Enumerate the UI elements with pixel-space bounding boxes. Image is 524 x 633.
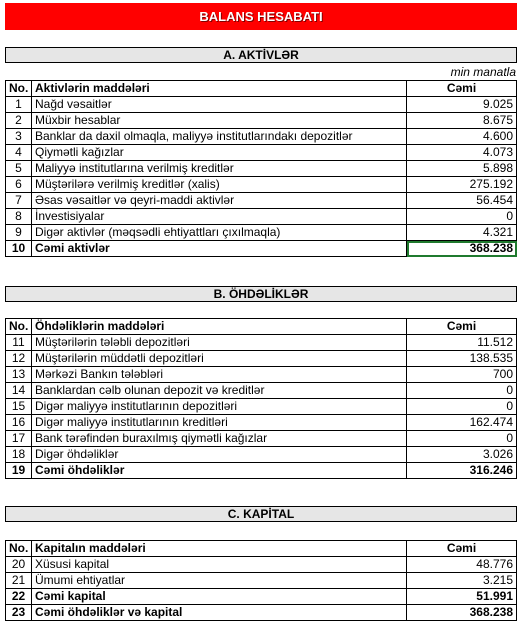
row-number: 3 — [6, 129, 32, 145]
assets-table — [5, 80, 517, 257]
table-row — [6, 97, 517, 113]
liabilities-table — [5, 318, 517, 479]
row-value: 11.512 — [407, 335, 517, 351]
table-row — [6, 399, 517, 415]
total-row — [6, 241, 517, 257]
liabilities-section-heading: B. ÖHDƏLİKLƏR — [5, 286, 517, 302]
row-number: 21 — [6, 573, 32, 589]
row-label: Xüsusi kapital — [32, 557, 407, 573]
header-item: Kapitalın maddələri — [32, 541, 407, 557]
table-row — [6, 225, 517, 241]
row-value: 138.535 — [407, 351, 517, 367]
row-label: Müştərilərin tələbli depozitləri — [32, 335, 407, 351]
row-value: 368.238 — [407, 241, 517, 257]
row-value: 8.675 — [407, 113, 517, 129]
row-value: 4.321 — [407, 225, 517, 241]
row-number: 23 — [6, 605, 32, 621]
row-value: 700 — [407, 367, 517, 383]
row-number: 7 — [6, 193, 32, 209]
row-label: Cəmi öhdəliklər və kapital — [32, 605, 407, 621]
header-no: No. — [6, 81, 32, 97]
row-number: 22 — [6, 589, 32, 605]
row-value: 0 — [407, 431, 517, 447]
row-number: 2 — [6, 113, 32, 129]
row-value: 275.192 — [407, 177, 517, 193]
row-number: 20 — [6, 557, 32, 573]
row-value: 56.454 — [407, 193, 517, 209]
table-row — [6, 113, 517, 129]
table-header-row — [6, 81, 517, 97]
row-label: İnvestisiyalar — [32, 209, 407, 225]
liabilities-table-body — [6, 319, 517, 479]
row-label: Digər maliyyə institutlarının kreditləri — [32, 415, 407, 431]
row-number: 15 — [6, 399, 32, 415]
row-label: Digər maliyyə institutlarının depozitləri — [32, 399, 407, 415]
row-number: 8 — [6, 209, 32, 225]
row-number: 4 — [6, 145, 32, 161]
row-label: Müştərilərin müddətli depozitləri — [32, 351, 407, 367]
row-label: Maliyyə institutlarına verilmiş kreditlər — [32, 161, 407, 177]
row-number: 12 — [6, 351, 32, 367]
row-value: 0 — [407, 399, 517, 415]
table-row — [6, 351, 517, 367]
row-number: 13 — [6, 367, 32, 383]
row-value: 316.246 — [407, 463, 517, 479]
capital-section-heading: C. KAPİTAL — [5, 506, 517, 522]
row-number: 16 — [6, 415, 32, 431]
row-number: 9 — [6, 225, 32, 241]
table-row — [6, 431, 517, 447]
unit-note: min manatla — [450, 65, 516, 79]
row-label: Müştərilərə verilmiş kreditlər (xalis) — [32, 177, 407, 193]
row-value: 3.026 — [407, 447, 517, 463]
row-label: Bank tərəfindən buraxılmış qiymətli kağızlar — [32, 431, 407, 447]
row-label: Nağd vəsaitlər — [32, 97, 407, 113]
row-number: 14 — [6, 383, 32, 399]
table-header-row — [6, 319, 517, 335]
row-label: Cəmi aktivlər — [32, 241, 407, 257]
table-row — [6, 209, 517, 225]
row-number: 18 — [6, 447, 32, 463]
header-no: No. — [6, 541, 32, 557]
header-value: Cəmi — [407, 319, 517, 335]
row-number: 11 — [6, 335, 32, 351]
table-row — [6, 193, 517, 209]
row-value: 0 — [407, 383, 517, 399]
row-label: Mərkəzi Bankın tələbləri — [32, 367, 407, 383]
assets-section-heading: A. AKTİVLƏR — [5, 47, 517, 63]
row-number: 10 — [6, 241, 32, 257]
row-label: Əsas vəsaitlər və qeyri-maddi aktivlər — [32, 193, 407, 209]
row-value: 368.238 — [407, 605, 517, 621]
table-row — [6, 415, 517, 431]
row-number: 5 — [6, 161, 32, 177]
table-row — [6, 367, 517, 383]
row-label: Cəmi kapital — [32, 589, 407, 605]
row-label: Banklardan cəlb olunan depozit və kreditlər — [32, 383, 407, 399]
row-value: 0 — [407, 209, 517, 225]
header-value: Cəmi — [407, 541, 517, 557]
row-label: Cəmi öhdəliklər — [32, 463, 407, 479]
capital-table — [5, 540, 517, 621]
row-value: 5.898 — [407, 161, 517, 177]
row-number: 17 — [6, 431, 32, 447]
total-row — [6, 463, 517, 479]
row-label: Digər öhdəliklər — [32, 447, 407, 463]
table-row — [6, 177, 517, 193]
row-label: Ümumi ehtiyatlar — [32, 573, 407, 589]
row-label: Müxbir hesablar — [32, 113, 407, 129]
report-title: BALANS HESABATI — [5, 3, 517, 30]
header-item: Aktivlərin maddələri — [32, 81, 407, 97]
table-row — [6, 447, 517, 463]
total-row — [6, 589, 517, 605]
table-row — [6, 557, 517, 573]
row-value: 51.991 — [407, 589, 517, 605]
row-number: 19 — [6, 463, 32, 479]
capital-table-body — [6, 541, 517, 621]
total-row — [6, 605, 517, 621]
row-number: 6 — [6, 177, 32, 193]
row-value: 4.073 — [407, 145, 517, 161]
row-value: 48.776 — [407, 557, 517, 573]
header-item: Öhdəliklərin maddələri — [32, 319, 407, 335]
row-label: Qiymətli kağızlar — [32, 145, 407, 161]
assets-table-body — [6, 81, 517, 257]
table-row — [6, 383, 517, 399]
row-value: 4.600 — [407, 129, 517, 145]
table-header-row — [6, 541, 517, 557]
table-row — [6, 573, 517, 589]
row-value: 3.215 — [407, 573, 517, 589]
table-row — [6, 129, 517, 145]
header-no: No. — [6, 319, 32, 335]
row-number: 1 — [6, 97, 32, 113]
header-value: Cəmi — [407, 81, 517, 97]
row-label: Digər aktivlər (məqsədli ehtiyattları çıxılmaqla) — [32, 225, 407, 241]
row-value: 162.474 — [407, 415, 517, 431]
row-value: 9.025 — [407, 97, 517, 113]
table-row — [6, 335, 517, 351]
table-row — [6, 161, 517, 177]
table-row — [6, 145, 517, 161]
row-label: Banklar da daxil olmaqla, maliyyə institutlarındakı depozitlər — [32, 129, 407, 145]
